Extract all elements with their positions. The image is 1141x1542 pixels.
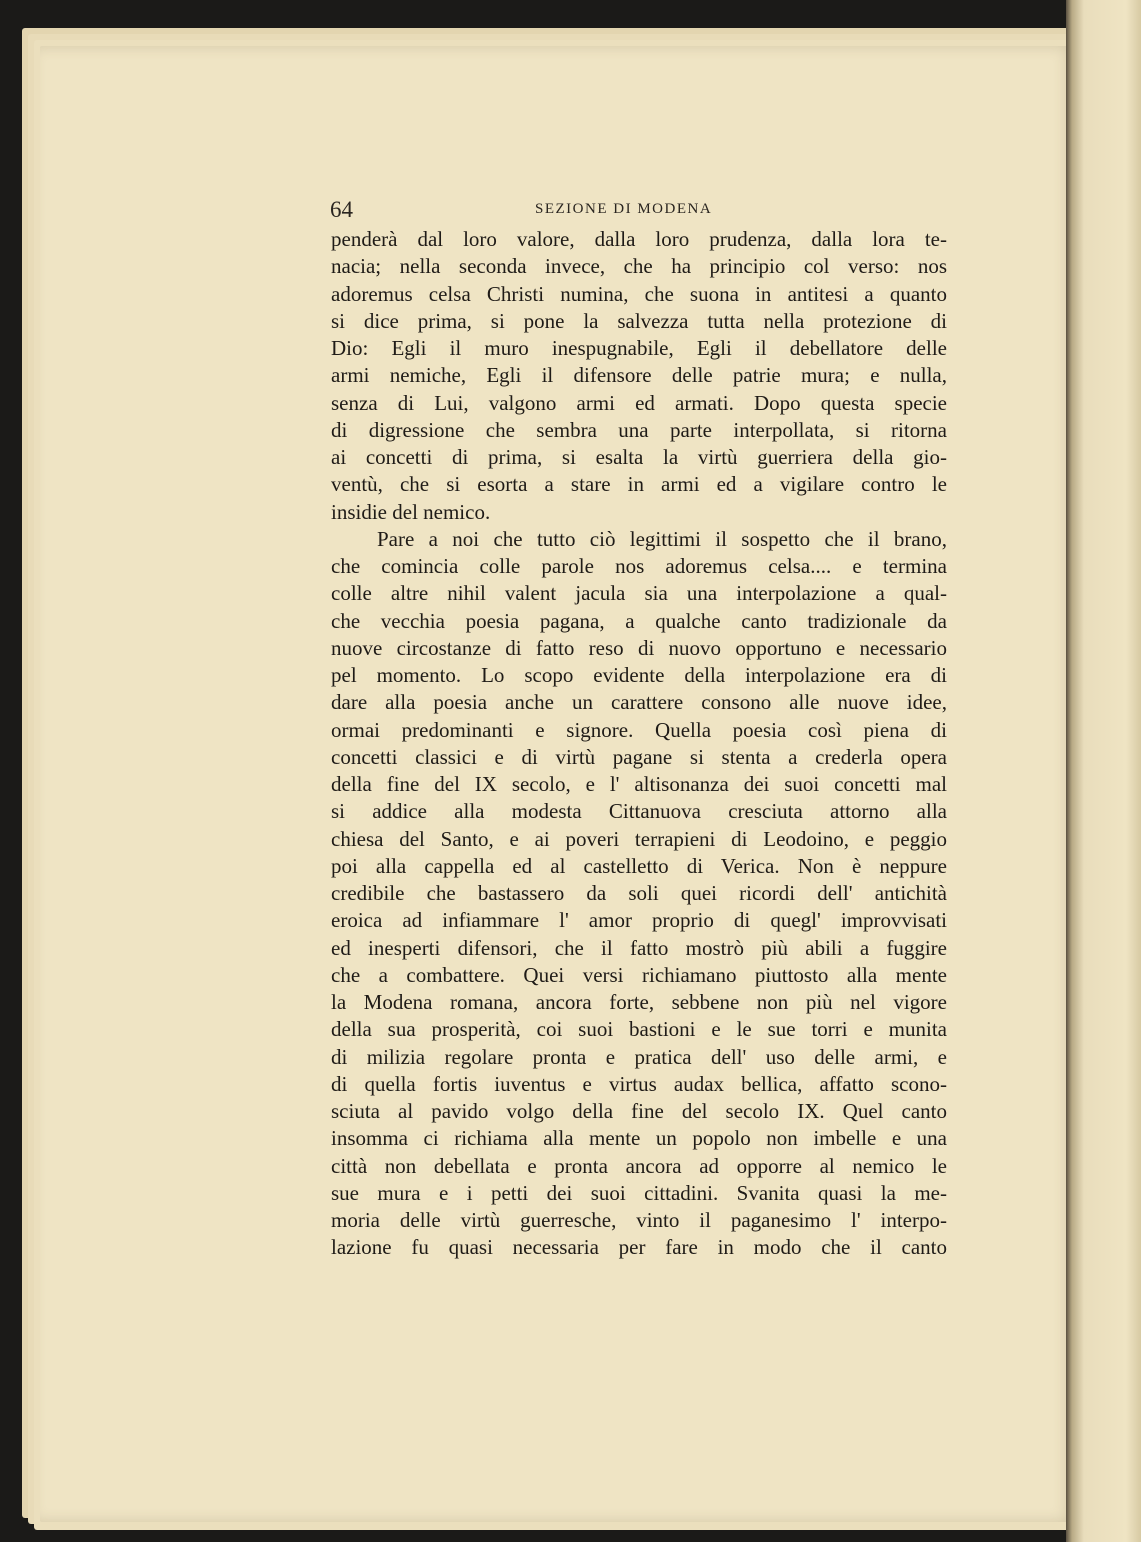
text-line: di digressione che sembra una parte interpollata, si ritorna [331,417,947,442]
text-line: sciuta al pavido volgo della fine del secolo IX. Quel canto [331,1099,947,1123]
text-line: di milizia regolare pronta e pratica dell' uso delle armi, e [331,1044,947,1069]
text-line: nacia; nella seconda invece, che ha principio col verso: nos [331,254,947,279]
text-line: della fine del IX secolo, e l' altisonanza dei suoi concetti mal [331,772,947,796]
text-line: nuove circostanze di fatto reso di nuovo opportuno e necessario [331,635,947,660]
paragraph-2 [331,526,947,1262]
text-line: Pare a noi che tutto ciò legittimi il sospetto che il brano, [377,526,947,551]
text-line: colle altre nihil valent jacula sia una interpolazione a qual- [331,581,947,606]
text-line: che comincia colle parole nos adoremus celsa.... e termina [331,554,947,578]
text-line: eroica ad infiammare l' amor proprio di quegl' improvvisati [331,908,947,933]
text-line: armi nemiche, Egli il difensore delle patrie mura; e nulla, [331,363,947,388]
text-line: dare alla poesia anche un carattere consono alle nuove idee, [331,690,947,715]
text-line: poi alla cappella ed al castelletto di Verica. Non è neppure [331,853,947,878]
text-line: moria delle virtù guerresche, vinto il paganesimo l' interpo- [331,1208,947,1232]
text-line: ventù, che si esorta a stare in armi ed a vigilare contro le [331,472,947,497]
text-line: ormai predominanti e signore. Quella poesia così piena di [331,717,947,742]
text-line: insomma ci richiama alla mente un popolo non imbelle e una [331,1126,947,1151]
text-line: ed inesperti difensori, che il fatto mostrò più abili a fuggire [331,935,947,960]
body-text [331,226,947,1262]
text-line: ai concetti di prima, si esalta la virtù guerriera della gio- [331,445,947,469]
paragraph-1 [331,226,947,526]
text-line: che vecchia poesia pagana, a qualche canto tradizionale da [331,608,947,633]
text-line: Dio: Egli il muro inespugnabile, Egli il debellatore delle [331,336,947,360]
text-line: chiesa del Santo, e ai poveri terrapieni di Leodoino, e peggio [331,826,947,851]
text-line: si addice alla modesta Cittanuova cresciuta attorno alla [331,799,947,824]
text-line: pel momento. Lo scopo evidente della interpolazione era di [331,663,947,687]
page-number: 64 [330,197,353,222]
text-line: credibile che bastassero da soli quei ricordi dell' antichità [331,881,947,905]
text-line: concetti classici e di virtù pagane si stenta a crederla opera [331,744,947,769]
page-header [330,193,950,223]
text-line: di quella fortis iuventus e virtus audax bellica, affatto scono- [331,1071,947,1096]
text-line: si dice prima, si pone la salvezza tutta nella protezione di [331,308,947,333]
text-line: città non debellata e pronta ancora ad opporre al nemico le [331,1153,947,1178]
text-line: che a combattere. Quei versi richiamano piuttosto alla mente [331,962,947,987]
text-line: penderà dal loro valore, dalla loro prudenza, dalla lora te- [331,227,947,251]
text-line: insidie del nemico. [331,499,491,524]
text-line: sue mura e i petti dei suoi cittadini. Svanita quasi la me- [331,1180,947,1205]
book-gutter [1066,0,1141,1542]
running-head: SEZIONE DI MODENA [535,201,713,217]
text-line: adoremus celsa Christi numina, che suona in antitesi a quanto [331,281,947,306]
text-line: lazione fu quasi necessaria per fare in modo che il canto [331,1235,947,1260]
text-line: la Modena romana, ancora forte, sebbene non più nel vigore [331,990,947,1014]
text-line: della sua prosperità, coi suoi bastioni e le sue torri e munita [331,1017,947,1042]
text-line: senza di Lui, valgono armi ed armati. Dopo questa specie [331,390,947,415]
